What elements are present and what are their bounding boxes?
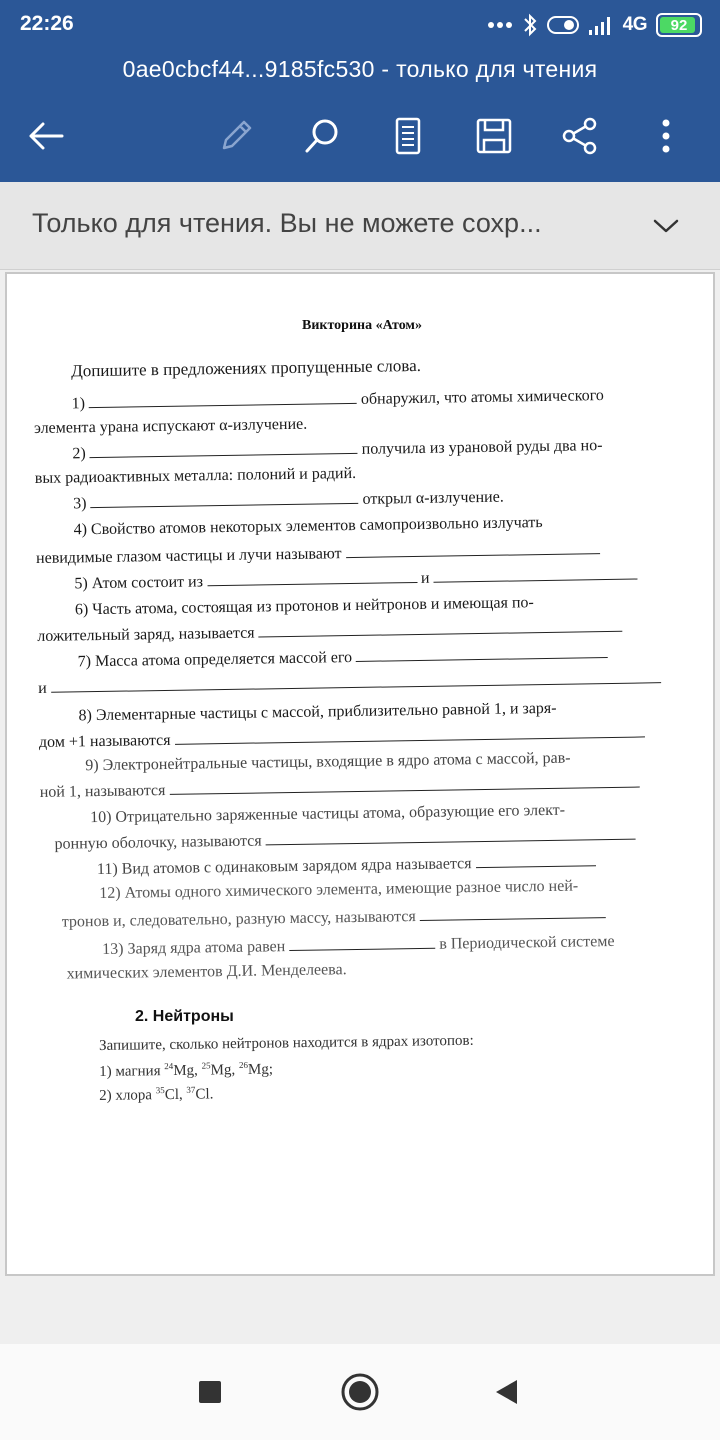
question-7b bbox=[38, 670, 665, 698]
read-only-banner[interactable] bbox=[0, 182, 720, 270]
q7a-text: 7) Масса атома определяется массой его bbox=[77, 649, 353, 671]
intro-line: Допишите в предложениях пропущенные слова. bbox=[70, 355, 422, 381]
q13a-text: 13) Заряд ядра атома равен bbox=[102, 938, 286, 958]
mg-symbol-1: Mg bbox=[173, 1062, 195, 1079]
mg-symbol-3: Mg bbox=[247, 1061, 269, 1078]
cl-prefix: 2) хлора bbox=[99, 1087, 153, 1104]
question-9a: 9) Электронейтральные частицы, входящие в ядро атома с массой, рав- bbox=[85, 749, 571, 775]
cl-mass-2: 37 bbox=[186, 1084, 196, 1095]
save-icon bbox=[474, 116, 514, 156]
mg-mass-3: 26 bbox=[238, 1059, 248, 1071]
more-vert-icon bbox=[661, 118, 671, 154]
cl-end: . bbox=[209, 1086, 214, 1103]
q3-number: 3) bbox=[73, 495, 87, 513]
q4b-text: невидимые глазом частицы и лучи называют bbox=[35, 545, 342, 567]
back-button[interactable] bbox=[18, 108, 74, 164]
mg-prefix: 1) магния bbox=[99, 1063, 161, 1080]
back-nav-button[interactable] bbox=[482, 1368, 530, 1416]
battery-icon bbox=[656, 13, 702, 37]
question-1a bbox=[72, 387, 604, 413]
q12b-text: тронов и, следовательно, разную массу, называются bbox=[61, 908, 416, 931]
status-bar bbox=[0, 0, 720, 52]
section-2-title: 2. Нейтроны bbox=[135, 1008, 234, 1025]
scanned-text bbox=[33, 352, 683, 983]
mg-symbol-2: Mg bbox=[210, 1062, 232, 1079]
q9b-text: ной 1, называются bbox=[39, 781, 166, 801]
square-icon bbox=[198, 1380, 222, 1404]
search-button[interactable] bbox=[294, 108, 350, 164]
mg-sep-2: , bbox=[231, 1062, 240, 1079]
edit-button[interactable] bbox=[208, 108, 264, 164]
question-6b bbox=[37, 619, 627, 646]
pencil-icon bbox=[216, 116, 256, 156]
question-9b bbox=[40, 774, 644, 801]
question-3 bbox=[73, 489, 504, 514]
q10b-text: ронную оболочку, называются bbox=[54, 832, 262, 853]
network-type: 4G bbox=[622, 14, 647, 35]
toggle-icon bbox=[547, 15, 579, 35]
question-10a: 10) Отрицательно заряженные частицы атома, образующие его элект- bbox=[90, 801, 566, 827]
banner-text: Только для чтения. Вы не можете сохр... bbox=[32, 208, 542, 238]
question-8b bbox=[39, 724, 649, 752]
cl-symbol-1: Cl bbox=[164, 1086, 180, 1104]
cl-symbol-2: Cl bbox=[195, 1086, 210, 1103]
mg-mass-2: 25 bbox=[201, 1060, 211, 1071]
triangle-left-icon bbox=[493, 1378, 519, 1406]
q3-text: открыл α-излучение. bbox=[362, 488, 504, 508]
navigation-bar bbox=[0, 1344, 720, 1440]
question-12b bbox=[62, 905, 610, 932]
cl-mass-1: 35 bbox=[155, 1085, 165, 1096]
status-icons bbox=[487, 10, 702, 40]
share-icon bbox=[560, 116, 600, 156]
battery-level: 92 bbox=[670, 16, 688, 34]
q8b-text: дом +1 называются bbox=[38, 731, 171, 751]
mg-mass-1: 24 bbox=[164, 1060, 174, 1072]
question-8a: 8) Элементарные частицы с массой, приблизительно равной 1, и заря- bbox=[78, 699, 557, 725]
question-4a: 4) Свойство атомов некоторых элементов самопроизвольно излучать bbox=[73, 514, 543, 539]
section-2-intro: Запишите, сколько нейтронов находится в ядрах изотопов: bbox=[99, 1032, 474, 1054]
question-13a bbox=[102, 933, 615, 959]
document-title: 0ae0cbcf44...9185fc530 - только для чтения bbox=[122, 56, 598, 82]
signal-icon bbox=[588, 14, 614, 36]
question-11 bbox=[97, 853, 600, 879]
q5-text: 5) Атом состоит из bbox=[74, 573, 204, 593]
q11-text: 11) Вид атомов с одинаковым зарядом ядра называется bbox=[96, 855, 472, 879]
mg-end: ; bbox=[268, 1061, 274, 1078]
question-5 bbox=[74, 566, 641, 593]
question-7a bbox=[78, 645, 613, 671]
isotopes-magnesium bbox=[99, 1060, 273, 1081]
more-dots-icon bbox=[487, 21, 513, 29]
bluetooth-icon bbox=[522, 13, 538, 37]
document-page bbox=[5, 272, 715, 1276]
question-13b: химических элементов Д.И. Менделеева. bbox=[66, 961, 347, 983]
q2-number: 2) bbox=[72, 445, 86, 463]
status-time: 22:26 bbox=[20, 12, 74, 35]
app-bar bbox=[0, 0, 720, 182]
cl-sep: , bbox=[178, 1086, 187, 1103]
question-2a bbox=[72, 437, 602, 463]
question-2b: вых радиоактивных металла: полоний и радий. bbox=[34, 464, 357, 487]
q1-number: 1) bbox=[71, 395, 86, 413]
save-button[interactable] bbox=[466, 108, 522, 164]
q7b-text: и bbox=[37, 679, 47, 697]
arrow-left-icon bbox=[26, 120, 66, 152]
reading-view-button[interactable] bbox=[380, 108, 436, 164]
question-6a: 6) Часть атома, состоящая из протонов и нейтронов и имеющая по- bbox=[74, 594, 534, 619]
reading-view-icon bbox=[391, 116, 425, 156]
search-icon bbox=[302, 116, 342, 156]
q1-text: обнаружил, что атомы химического bbox=[360, 387, 604, 408]
q13a-end: в Периодической системе bbox=[439, 932, 615, 953]
toolbar bbox=[0, 100, 720, 172]
share-button[interactable] bbox=[552, 108, 608, 164]
question-12a: 12) Атомы одного химического элемента, имеющие разное число ней- bbox=[99, 877, 579, 903]
q2-text: получила из урановой руды два но- bbox=[361, 437, 603, 458]
more-button[interactable] bbox=[638, 108, 694, 164]
q5-and: и bbox=[420, 569, 430, 587]
home-button[interactable] bbox=[336, 1368, 384, 1416]
chevron-down-icon[interactable] bbox=[650, 210, 682, 242]
question-1b: элемента урана испускают α-излучение. bbox=[33, 415, 308, 437]
circle-icon bbox=[340, 1372, 380, 1412]
question-10b bbox=[54, 827, 639, 854]
document-heading: Викторина «Атом» bbox=[302, 318, 422, 333]
q6b-text: ложительный заряд, называется bbox=[37, 624, 255, 645]
document-viewport[interactable] bbox=[0, 270, 720, 1344]
isotopes-chlorine bbox=[99, 1084, 214, 1105]
question-4b bbox=[36, 541, 604, 568]
recents-button[interactable] bbox=[186, 1368, 234, 1416]
mg-sep-1: , bbox=[194, 1062, 202, 1079]
